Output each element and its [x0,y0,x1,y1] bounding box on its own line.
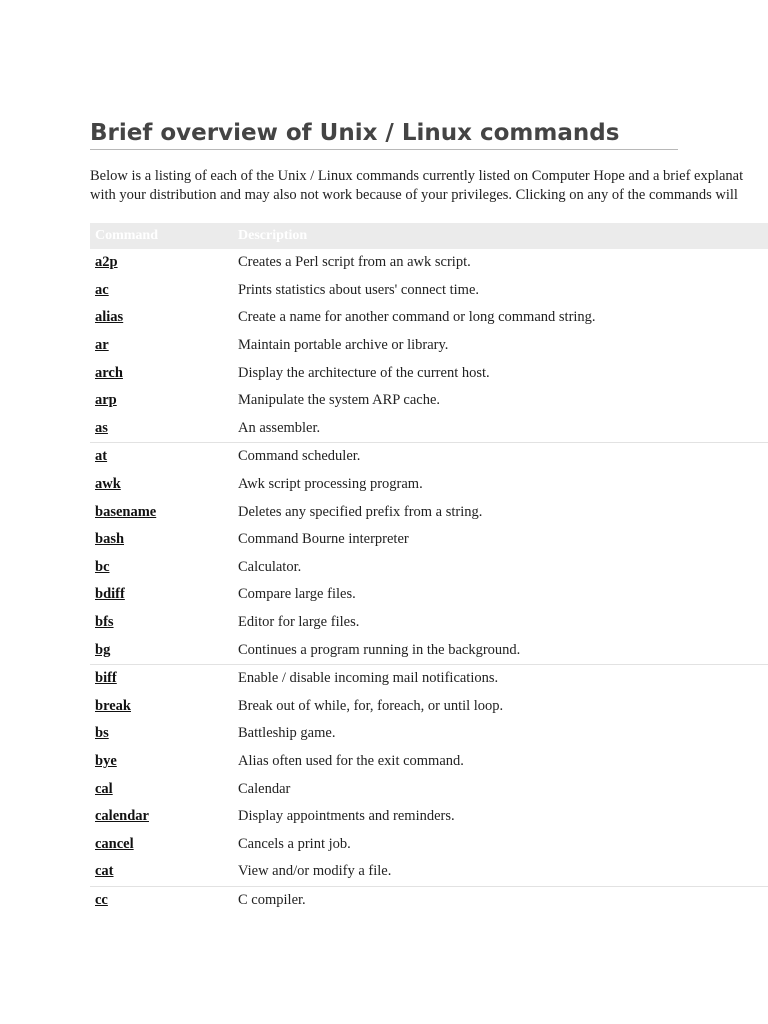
command-cell [90,664,233,692]
command-link-bfs[interactable]: bfs [95,614,114,631]
command-link-a2p[interactable]: a2p [95,254,118,271]
command-cell [90,748,233,776]
command-link-ac[interactable]: ac [95,281,109,298]
command-link-basename[interactable]: basename [95,503,157,520]
command-cell [90,581,233,609]
command-link-bye[interactable]: bye [95,752,117,769]
table-row [90,636,768,664]
table-row [90,886,768,914]
table-row [90,526,768,554]
command-cell [90,304,233,332]
description-cell: Continues a program running in the background. [238,641,521,658]
table-row [90,858,768,886]
command-link-arch[interactable]: arch [95,364,123,381]
column-header-command: Command [90,223,233,249]
table-row [90,304,768,332]
description-cell: Alias often used for the exit command. [238,752,464,769]
command-cell [90,775,233,803]
command-cell [90,249,233,277]
description-cell: View and/or modify a file. [238,863,392,880]
command-link-as[interactable]: as [95,419,108,436]
table-row [90,693,768,721]
command-link-ar[interactable]: ar [95,337,109,354]
description-cell: An assembler. [238,419,321,436]
description-cell: Compare large files. [238,586,356,603]
description-cell: Prints statistics about users' connect time. [238,281,480,298]
description-cell: Editor for large files. [238,614,360,631]
intro-paragraph [90,167,768,205]
command-link-bg[interactable]: bg [95,641,111,658]
command-cell [90,830,233,858]
command-cell [90,636,233,664]
command-cell [90,693,233,721]
description-cell: Deletes any specified prefix from a string. [238,503,483,520]
table-row [90,471,768,499]
description-cell: Creates a Perl script from an awk script. [238,254,471,271]
commands-table [90,223,768,914]
description-cell: Battleship game. [238,725,336,742]
table-row [90,554,768,582]
description-cell: Create a name for another command or long command string. [238,309,596,326]
command-link-bash[interactable]: bash [95,531,125,548]
description-cell: Display the architecture of the current host. [238,364,490,381]
intro-line-1: Below is a listing of each of the Unix / Linux commands currently listed on Computer Hope and a brief explanat [90,168,744,184]
command-link-awk[interactable]: awk [95,476,121,493]
description-cell: Cancels a print job. [238,835,351,852]
table-row [90,748,768,776]
table-row [90,720,768,748]
command-cell [90,803,233,831]
command-link-break[interactable]: break [95,697,131,714]
table-row [90,332,768,360]
command-cell [90,277,233,305]
command-link-cc[interactable]: cc [95,891,108,908]
table-row [90,803,768,831]
table-row [90,359,768,387]
command-cell [90,858,233,886]
table-row [90,609,768,637]
command-cell [90,526,233,554]
description-cell: Break out of while, for, foreach, or until loop. [238,697,504,714]
table-row [90,443,768,471]
command-link-alias[interactable]: alias [95,309,124,326]
command-cell [90,720,233,748]
table-row [90,830,768,858]
description-cell: Maintain portable archive or library. [238,337,449,354]
table-row [90,498,768,526]
command-link-bdiff[interactable]: bdiff [95,586,125,603]
column-header-description: Description [233,223,768,249]
command-cell [90,609,233,637]
page-title: Brief overview of Unix / Linux commands [90,118,678,150]
command-cell [90,886,233,914]
command-cell [90,332,233,360]
description-cell: Awk script processing program. [238,476,423,493]
command-link-cancel[interactable]: cancel [95,835,134,852]
table-header-row [90,223,768,249]
command-cell [90,359,233,387]
table-row [90,581,768,609]
command-link-cal[interactable]: cal [95,780,113,797]
command-cell [90,498,233,526]
command-cell [90,554,233,582]
description-cell: Command Bourne interpreter [238,531,409,548]
command-cell [90,387,233,415]
description-cell: Calendar [238,780,291,797]
table-row [90,664,768,692]
description-cell: Calculator. [238,558,302,575]
table-row [90,249,768,277]
command-link-at[interactable]: at [95,448,108,465]
description-cell: Display appointments and reminders. [238,808,455,825]
description-cell: Manipulate the system ARP cache. [238,392,441,409]
command-link-biff[interactable]: biff [95,670,117,687]
command-link-calendar[interactable]: calendar [95,808,149,825]
table-row [90,775,768,803]
command-link-cat[interactable]: cat [95,863,114,880]
command-link-bs[interactable]: bs [95,725,109,742]
intro-line-2: with your distribution and may also not work because of your privileges. Clicking on any of the commands will [90,187,738,203]
command-cell [90,443,233,471]
table-row [90,415,768,443]
command-link-arp[interactable]: arp [95,392,117,409]
description-cell: Command scheduler. [233,443,768,471]
description-cell: C compiler. [233,886,768,914]
description-cell: Enable / disable incoming mail notifications. [233,664,768,692]
command-cell [90,471,233,499]
command-link-bc[interactable]: bc [95,558,110,575]
table-row [90,387,768,415]
table-row [90,277,768,305]
command-cell [90,415,233,443]
